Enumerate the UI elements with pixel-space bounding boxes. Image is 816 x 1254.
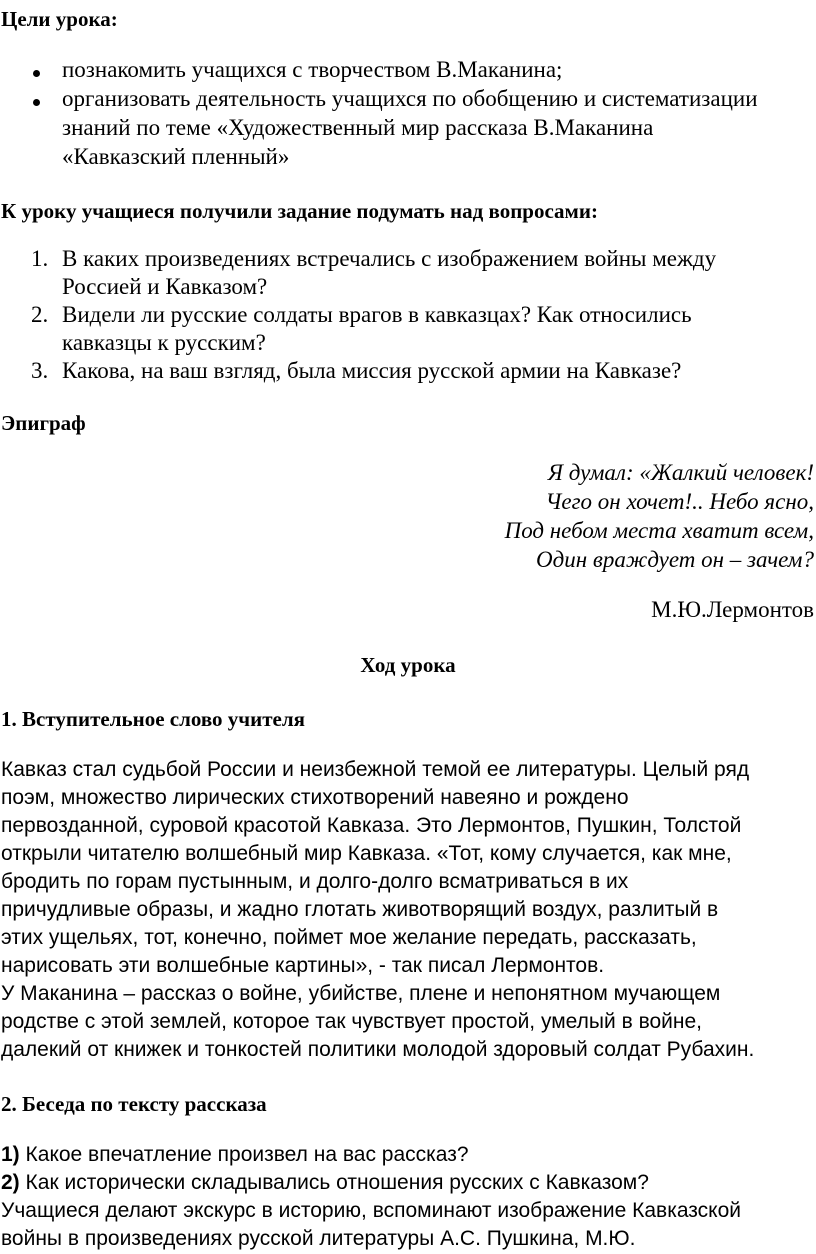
goal-item-2-line-3: «Кавказский пленный» [62,144,290,169]
epigraph-verse-line-1: Я думал: «Жалкий человек! [547,460,814,485]
section2-line-1: Учащиеся делают экскурс в историю, вспоминают изображение Кавказской [1,1199,742,1222]
question-number: 1. [31,246,49,271]
question-1-line-1: В каких произведениях встречались с изображением войны между [62,246,717,271]
section1-line-1: Кавказ стал судьбой России и неизбежной темой ее литературы. Целый ряд [1,758,750,781]
epigraph-author: М.Ю.Лермонтов [651,597,814,622]
goals-heading: Цели урока: [1,7,118,31]
section1-heading: 1. Вступительное слово учителя [1,707,306,731]
question-number: 3. [31,358,49,383]
section2-question-1 [1,1142,469,1168]
epigraph-verse-line-2: Чего он хочет!.. Небо ясно, [545,489,814,514]
goal-item-1: познакомить учащихся с творчеством В.Маканина; [62,57,563,82]
bullet-icon [33,99,40,106]
section1-line-5: бродить по горам пустынным, и долго-долго всматриваться в их [1,870,629,893]
epigraph-verse-line-3: Под небом места хватит всем, [504,518,814,543]
section1-line-6: причудливые образы, и жадно глотать животворящий воздух, разлитый в [1,898,719,921]
goal-item-2-line-1: организовать деятельность учащихся по обобщению и систематизации [62,86,758,111]
question-number: 2. [31,302,49,327]
question-2-line-1: Видели ли русские солдаты врагов в кавказцах? Как относились [62,302,692,327]
epigraph-heading: Эпиграф [1,411,86,435]
section2-heading: 2. Беседа по тексту рассказа [1,1092,267,1116]
section2-line-2: войны в произведениях русской литературы А.С. Пушкина, М.Ю. [1,1227,636,1250]
goal-item-2-line-2: знаний по теме «Художественный мир рассказа В.Маканина [62,115,654,140]
section1-line-10: родстве с этой землей, которое так чувствует простой, умелый в войне, [1,1010,703,1033]
question-2-line-2: кавказцы к русским? [62,330,266,355]
section1-line-7: этих ущельях, тот, конечно, поймет мое желание передать, рассказать, [1,926,697,949]
question-number: 1) [1,1143,20,1166]
lesson-title: Ход урока [360,653,456,677]
bullet-icon [33,70,40,77]
question-text: Как исторически складывались отношения русских с Кавказом? [25,1171,649,1194]
section1-line-9: У Маканина – рассказ о войне, убийстве, плене и непонятном мучающем [1,982,721,1005]
section2-question-2 [1,1170,649,1196]
section1-line-3: первозданной, суровой красотой Кавказа. Это Лермонтов, Пушкин, Толстой [1,814,742,837]
question-number: 2) [1,1171,20,1194]
question-1-line-2: Россией и Кавказом? [62,274,268,299]
section1-line-11: далекий от книжек и тонкостей политики молодой здоровый солдат Рубахин. [1,1038,755,1061]
section1-line-2: поэм, множество лирических стихотворений навеяно и рождено [1,786,629,809]
question-text: Какое впечатление произвел на вас рассказ? [25,1143,469,1166]
section1-line-4: открыли читателю волшебный мир Кавказа. «Тот, кому случается, как мне, [1,842,732,865]
section1-line-8: нарисовать эти волшебные картины», - так писал Лермонтов. [1,954,605,977]
epigraph-verse-line-4: Один враждует он – зачем? [536,547,814,572]
task-heading: К уроку учащиеся получили задание подумать над вопросами: [1,199,598,223]
question-3-line-1: Какова, на ваш взгляд, была миссия русской армии на Кавказе? [62,358,682,383]
